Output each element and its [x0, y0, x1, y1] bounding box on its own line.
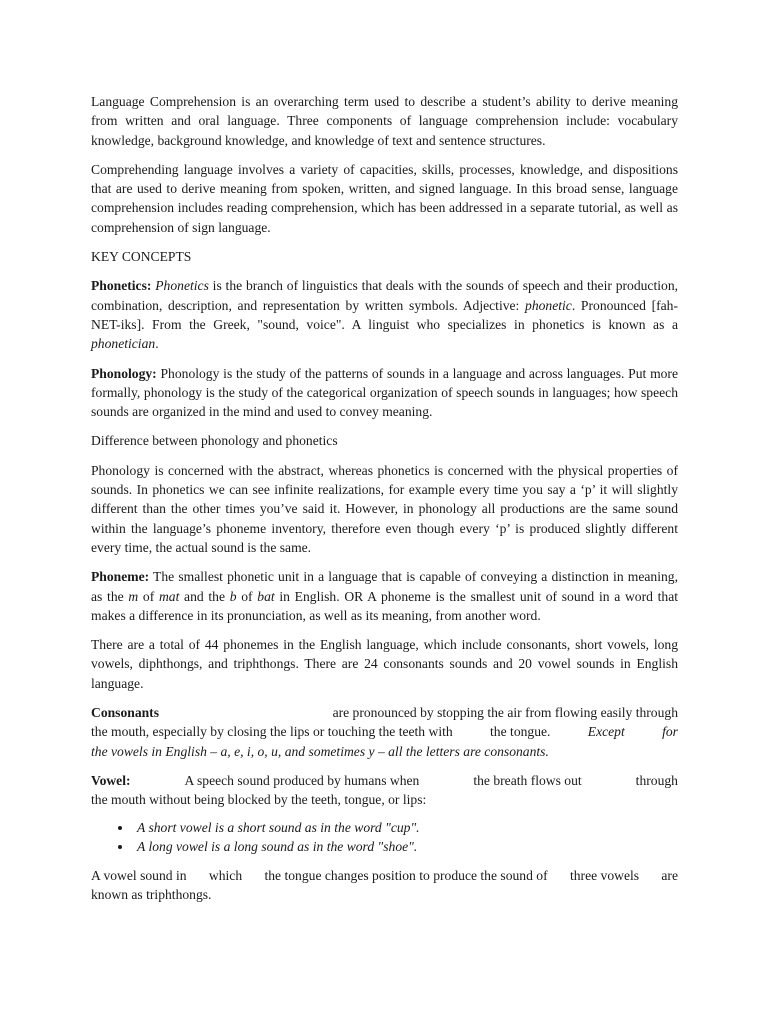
phonology-text: Phonology is the study of the patterns of sounds in a language and across languages. Put more formally, phonology is the study of the categorical organization of speech sounds in languages; how speech sounds are organized in the mind and used to convey meaning. [91, 365, 678, 420]
phonetics-end: . [155, 336, 159, 352]
phoneme-text-1: The smallest phonetic unit in a language that is capable of conveying a distinction in meaning, as the [91, 569, 678, 604]
consonants-text-1: are pronounced by stopping the air from flowing easily through [332, 705, 678, 721]
phonetics-line1: is the branch of linguistics that deals with the sounds of speech and their [208, 278, 612, 294]
phonetician-word: phonetician [91, 336, 156, 352]
phoneme-m: m [128, 588, 139, 604]
difference-heading: Difference between phonology and phonetics [91, 433, 338, 449]
consonants-except: Except [587, 724, 625, 740]
triphthong-text-1: A vowel sound in [91, 868, 187, 884]
consonants-text-3: the tongue. [490, 724, 551, 740]
phonemes-total-paragraph: There are a total of 44 phonemes in the English language, which include consonants, short vowels, long vowels, diphthongs, and triphthongs. There are 24 consonants sounds and 20 vowel sounds in English language. [91, 637, 678, 691]
phoneme-b: b [229, 588, 237, 604]
phoneme-text-5: in English. OR A phoneme is the smallest unit of sound in a word that makes a difference in its pronunciation, as well as its meaning, from another word. [91, 588, 679, 623]
phoneme-paragraph [91, 567, 678, 625]
comprehension-paragraph: Comprehending language involves a variety of capacities, skills, processes, knowledge, and dispositions that are used to derive meaning from spoken, written, and signed language. In this broad sense, language comprehension includes reading comprehension, which has been addressed in a separate tutorial, as well as comprehension of sign language. [91, 161, 678, 235]
vowel-text-2: the breath flows out [473, 772, 582, 788]
intro-paragraph: Language Comprehension is an overarching term used to describe a student’s ability to derive meaning from written and oral language. Three components of language comprehension include: vocabulary knowledge, background knowledge, and knowledge of text and sentence structures. [91, 94, 678, 148]
vowel-text-4: the mouth without being blocked by the teeth, tongue, or lips: [91, 792, 427, 808]
difference-paragraph: Phonology is concerned with the abstract, whereas phonetics is concerned with the physical properties of sounds. In phonetics we can see infinite realizations, for example every time you say a ‘p’ it will slightly different than the other times you’ve said it. However, in phonology all productions are the same sound within the language’s phoneme inventory, therefore even though every ‘p’ is produced slightly different every time, the actual sound is the same. [91, 462, 678, 555]
triphthong-text-6: known as triphthongs. [91, 887, 212, 903]
triphthong-paragraph [91, 866, 678, 905]
phonetics-italic-word: Phonetics [155, 278, 209, 294]
list-item: • A short vowel is a short sound as in the word "cup". [133, 818, 678, 837]
phoneme-term: Phoneme: [91, 569, 150, 585]
consonants-italic-line: the vowels in English – a, e, i, o, u, and sometimes y – all the letters are consonants. [91, 743, 549, 759]
phonetics-adjective: phonetic [525, 297, 572, 313]
phoneme-text-4: of [236, 588, 258, 604]
triphthong-text-4: three vowels [569, 868, 640, 884]
vowel-list [91, 818, 678, 857]
phonetics-paragraph [91, 276, 678, 353]
phonology-paragraph [91, 364, 678, 422]
phonetics-adjective-label: Adjective: [462, 297, 526, 313]
consonants-term: Consonants [91, 705, 159, 721]
triphthong-text-3: the tongue changes position to produce the sound of [264, 868, 548, 884]
phoneme-bat: bat [257, 588, 275, 604]
consonants-text-2: the mouth, especially by closing the lips or touching the teeth with [91, 724, 453, 740]
phonetics-term: Phonetics: [91, 278, 152, 294]
phonology-term: Phonology: [91, 365, 157, 381]
vowel-paragraph [91, 771, 678, 810]
phonetics-rest: . Pronounced [fah-NET-iks]. From the Greek, "sound, voice". A linguist who specializes in phonetics is known as a [91, 297, 678, 332]
list-item: • A long vowel is a long sound as in the word "shoe". [133, 837, 678, 856]
phoneme-text-3: and the [179, 588, 230, 604]
phoneme-text-2: of [138, 588, 159, 604]
vowel-text-1: A speech sound produced by humans when [184, 772, 420, 788]
vowel-text-3: through [635, 772, 678, 788]
triphthong-text-5: are [661, 868, 678, 884]
consonants-paragraph [91, 703, 678, 761]
key-concepts-heading: KEY CONCEPTS [91, 249, 192, 265]
triphthong-text-2: which [208, 868, 243, 884]
vowel-term: Vowel: [91, 772, 131, 788]
phoneme-mat: mat [158, 588, 180, 604]
consonants-for: for [662, 724, 678, 740]
phonetics-line2: production, combination, description, and representation by written symbols. [91, 278, 679, 313]
